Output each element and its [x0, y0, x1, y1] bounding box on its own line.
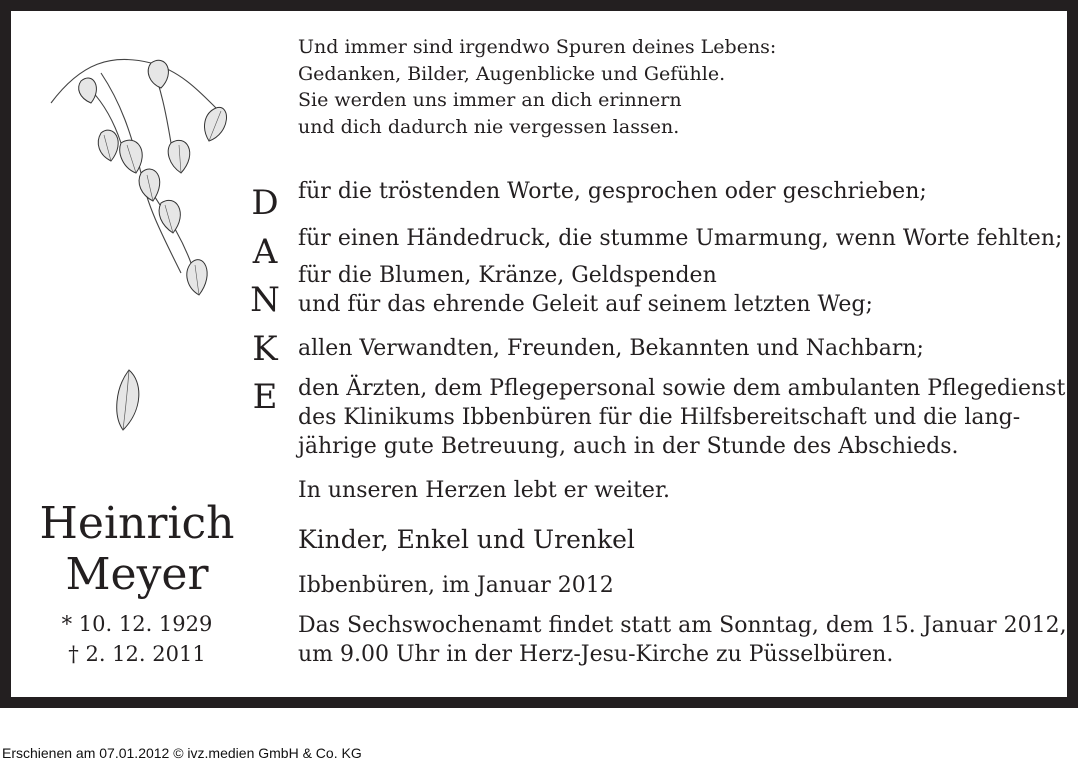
service-line: Das Sechswochenamt findet statt am Sonntag, dem 15. Januar 2012, — [298, 613, 1067, 638]
service-announcement — [298, 611, 1067, 669]
poem-line: Sie werden uns immer an dich erinnern — [298, 89, 682, 111]
place-date: Ibbenbüren, im Januar 2012 — [298, 573, 614, 598]
poem-line: und dich dadurch nie vergessen lassen. — [298, 115, 680, 138]
birth-date: * 10. 12. 1929 — [61, 612, 213, 636]
poem — [298, 34, 998, 140]
deceased-name — [31, 498, 243, 600]
thanks-handshake: für einen Händedruck, die stumme Umarmung, wenn Worte fehlten; — [298, 226, 1063, 251]
thanks-line: jährige gute Betreuung, auch in der Stunde des Abschieds. — [298, 434, 959, 459]
closing-line: In unseren Herzen lebt er weiter. — [298, 478, 671, 503]
thanks-doctors — [298, 374, 1065, 461]
birch-branch-illustration — [41, 33, 241, 313]
thanks-line: den Ärzten, dem Pflegepersonal sowie dem ambulanten Pflegedienst — [298, 376, 1066, 401]
thanks-line: des Klinikums Ibbenbüren für die Hilfsbereitschaft und die lang- — [298, 405, 1021, 430]
signature: Kinder, Enkel und Urenkel — [298, 525, 635, 554]
danke-letter: D — [251, 183, 279, 223]
danke-vertical-heading — [249, 179, 281, 422]
life-dates — [31, 609, 243, 669]
poem-line: Und immer sind irgendwo Spuren deines Lebens: — [298, 36, 777, 58]
falling-leaf-illustration — [109, 366, 149, 436]
death-date: † 2. 12. 2011 — [68, 642, 206, 666]
poem-line: Gedanken, Bilder, Augenblicke und Gefühle. — [298, 62, 726, 85]
thanks-line: und für das ehrende Geleit auf seinem letzten Weg; — [298, 292, 873, 317]
danke-letter: N — [250, 280, 280, 320]
last-name: Meyer — [65, 549, 209, 600]
thanks-line: für die Blumen, Kränze, Geldspenden — [298, 263, 717, 288]
obituary-card — [11, 11, 1067, 697]
publication-footer: Erschienen am 07.01.2012 © ivz.medien GmbH & Co. KG — [2, 745, 362, 761]
thanks-relatives: allen Verwandten, Freunden, Bekannten und Nachbarn; — [298, 336, 924, 361]
service-line: um 9.00 Uhr in der Herz-Jesu-Kirche zu Püsselbüren. — [298, 642, 894, 667]
danke-letter: K — [252, 328, 278, 369]
danke-letter: E — [252, 377, 278, 417]
thanks-words: für die tröstenden Worte, gesprochen oder geschrieben; — [298, 179, 927, 204]
first-name: Heinrich — [39, 498, 235, 549]
thanks-flowers — [298, 261, 873, 319]
danke-letter: A — [252, 231, 278, 272]
